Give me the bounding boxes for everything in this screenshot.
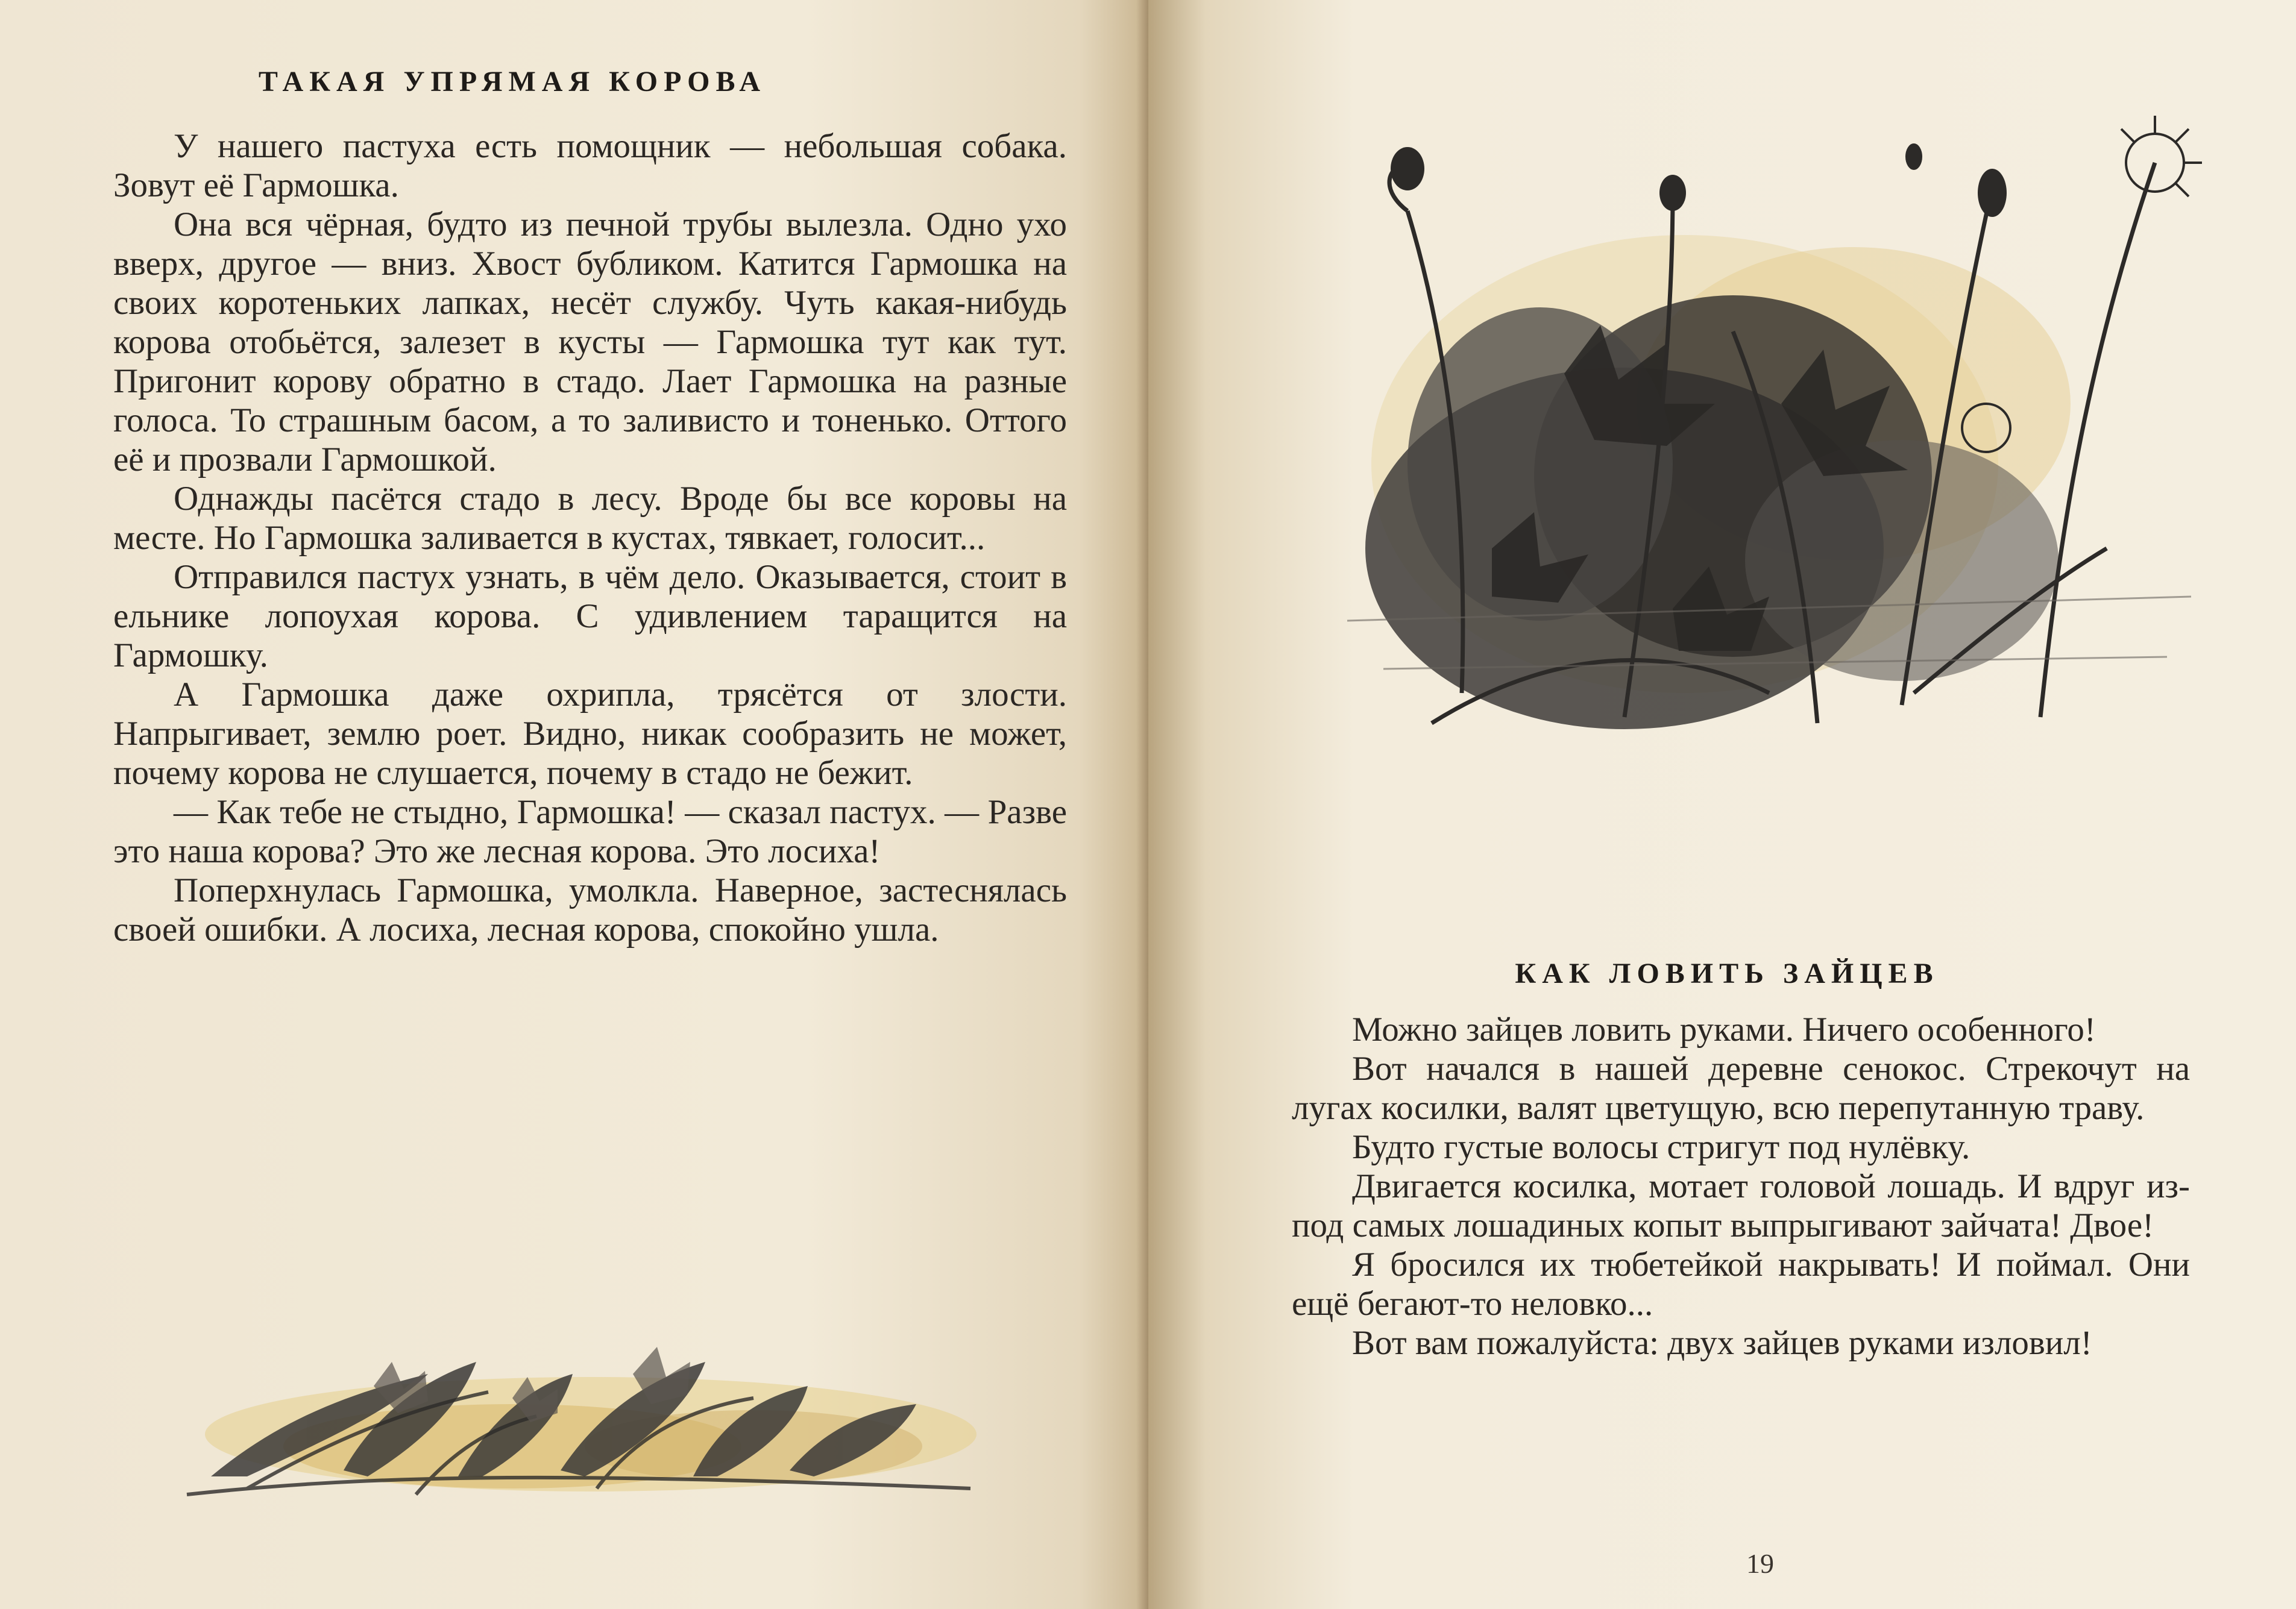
paragraph: Будто густые волосы стригут под нулёвку. [1352, 1128, 1970, 1166]
story-title-right: КАК ЛОВИТЬ ЗАЙЦЕВ [1515, 958, 1939, 990]
paragraph: Можно зайцев ловить руками. Ничего особенного! [1352, 1011, 2096, 1049]
story-text-left [113, 127, 1067, 949]
leaves-illustration [175, 1296, 983, 1513]
right-page [1148, 0, 2296, 1609]
story-text-right [1292, 1010, 2190, 1363]
paragraph: У нашего пастуха есть помощник — небольшая собака. Зовут её Гармошка. [113, 127, 1067, 204]
page-number: 19 [1746, 1548, 1774, 1579]
paragraph: Отправился пастух узнать, в чём дело. Оказывается, стоит в ельнике лопоухая корова. С удивлением таращится на Гармошку. [113, 558, 1067, 674]
paragraph: Двигается косилка, мотает головой лошадь. И вдруг из-под самых лошадиных копыт выпрыгивают зайчата! Двое! [1292, 1167, 2190, 1244]
paragraph: Вот вам пожалуйста: двух зайцев руками изловил! [1352, 1324, 2092, 1362]
paragraph: — Как тебе не стыдно, Гармошка! — сказал пастух. — Разве это наша корова? Это же лесная корова. Это лосиха! [113, 793, 1067, 870]
paragraph: Я бросился их тюбетейкой накрывать! И поймал. Они ещё бегают-то неловко... [1292, 1246, 2190, 1323]
paragraph: А Гармошка даже охрипла, трясётся от злости. Напрыгивает, землю роет. Видно, никак сообразить не может, почему корова не слушается, почему в стадо не бежит. [113, 676, 1067, 792]
paragraph: Поперхнулась Гармошка, умолкла. Наверное, застеснялась своей ошибки. А лосиха, лесная корова, спокойно ушла. [113, 871, 1067, 949]
wildflowers-illustration [1311, 90, 2215, 801]
paragraph: Однажды пасётся стадо в лесу. Вроде бы все коровы на месте. Но Гармошка заливается в кустах, тявкает, голосит... [113, 480, 1067, 557]
paragraph: Вот начался в нашей деревне сенокос. Стрекочут на лугах косилки, валят цветущую, всю перепутанную траву. [1292, 1050, 2190, 1127]
story-title-left: ТАКАЯ УПРЯМАЯ КОРОВА [258, 66, 767, 98]
paragraph: Она вся чёрная, будто из печной трубы вылезла. Одно ухо вверх, другое — вниз. Хвост бубликом. Катится Гармошка на своих коротеньких лапках, несёт службу. Чуть какая-нибудь корова отобьётся, залезет в кусты — Гармошка тут как тут. Пригонит корову обратно в стадо. Лает Гармошка на разные голоса. То страшным басом, а то заливисто и тоненько. Оттого её и прозвали Гармошкой. [113, 205, 1067, 478]
